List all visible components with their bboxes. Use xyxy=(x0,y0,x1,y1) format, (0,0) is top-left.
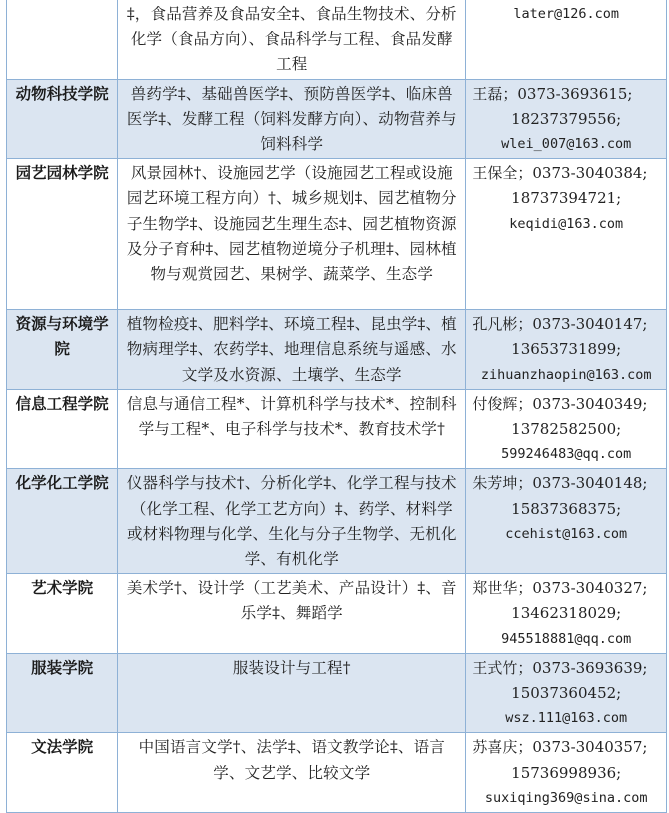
contact-info xyxy=(466,653,667,733)
contact-email[interactable]: 945518881@qq.com xyxy=(501,630,632,647)
table-row xyxy=(7,574,667,654)
table-row xyxy=(7,0,667,79)
contact-email[interactable]: ccehist@163.com xyxy=(505,525,628,542)
contact-name-phone: 朱芳坤；0373-3040148; xyxy=(472,474,648,493)
major-list: 仪器科学与技术†、分析化学‡、化学工程与技术（化学工程、化学工艺方向）‡、药学、材料学或材料物理与化学、生化与分子生物学、无机化学、有机化学 xyxy=(118,469,466,574)
major-list: 中国语言文学†、法学‡、语文教学论‡、语言学、文艺学、比较文学 xyxy=(118,733,466,813)
major-list: ‡，食品营养及食品安全‡、食品生物技术、分析化学（食品方向）、食品科学与工程、食品发酵工程 xyxy=(118,0,466,79)
table-row xyxy=(7,310,667,390)
major-list: 兽药学‡、基础兽医学‡、预防兽医学‡、临床兽医学‡、发酵工程（饲料发酵方向）、动物营养与饲料科学 xyxy=(118,79,466,159)
table-row xyxy=(7,653,667,733)
college-name: 文法学院 xyxy=(7,733,118,813)
contact-info xyxy=(466,159,667,310)
contact-name-phone: 王式竹；0373-3693639; xyxy=(472,658,648,677)
contact-email[interactable]: wlei_007@163.com xyxy=(501,136,632,153)
major-list: 风景园林†、设施园艺学（设施园艺工程或设施园艺环境工程方向）†、城乡规划‡、园艺植物分子生物学‡、设施园艺生理生态‡、园艺植物资源及分子育种‡、园艺植物逆境分子机理‡、园林植物与观赏园艺、果树学、蔬菜学、生态学 xyxy=(118,159,466,310)
major-list: 信息与通信工程*、计算机科学与技术*、控制科学与工程*、电子科学与技术*、教育技术学† xyxy=(118,389,466,469)
college-name: 化学化工学院 xyxy=(7,469,118,574)
table-row xyxy=(7,733,667,813)
contact-info xyxy=(466,310,667,390)
college-name xyxy=(7,0,118,79)
table-row xyxy=(7,469,667,574)
contact-email[interactable]: suxiqing369@sina.com xyxy=(484,789,648,806)
contact-info xyxy=(466,469,667,574)
college-name: 艺术学院 xyxy=(7,574,118,654)
contact-name-phone: 苏喜庆；0373-3040357; xyxy=(472,738,648,757)
contact-info xyxy=(466,733,667,813)
college-name: 园艺园林学院 xyxy=(7,159,118,310)
contact-name-phone: 王保全；0373-3040384; xyxy=(472,164,648,183)
college-name: 信息工程学院 xyxy=(7,389,118,469)
contact-info xyxy=(466,389,667,469)
contact-mobile: 15736998936; xyxy=(511,763,622,782)
college-name: 服装学院 xyxy=(7,653,118,733)
contact-email[interactable]: keqidi@163.com xyxy=(509,215,624,232)
contact-info xyxy=(466,79,667,159)
contact-info xyxy=(466,574,667,654)
contact-name-phone: 付俊辉；0373-3040349; xyxy=(472,394,648,413)
college-name: 动物科技学院 xyxy=(7,79,118,159)
contact-mobile: 13653731899; xyxy=(511,340,622,359)
contact-name-phone: 孔凡彬；0373-3040147; xyxy=(472,315,648,334)
contact-name-phone: 郑世华；0373-3040327; xyxy=(472,579,648,598)
contact-mobile: 13782582500; xyxy=(511,420,622,439)
contact-email[interactable]: zihuanzhaopin@163.com xyxy=(480,366,652,383)
contact-email[interactable]: later@126.com xyxy=(513,6,620,22)
contact-email[interactable]: 599246483@qq.com xyxy=(501,446,632,463)
contact-email[interactable]: wsz.111@163.com xyxy=(505,710,628,727)
contact-mobile: 15837368375; xyxy=(511,499,622,518)
college-contact-table xyxy=(6,0,667,813)
major-list: 服装设计与工程† xyxy=(118,653,466,733)
major-list: 美术学†、设计学（工艺美术、产品设计）‡、音乐学‡、舞蹈学 xyxy=(118,574,466,654)
table-row xyxy=(7,389,667,469)
contact-name-phone: 王磊；0373-3693615; xyxy=(472,84,633,103)
contact-mobile: 18237379556; xyxy=(511,109,622,128)
college-name: 资源与环境学院 xyxy=(7,310,118,390)
contact-mobile: 13462318029; xyxy=(511,604,622,623)
table-row xyxy=(7,159,667,310)
contact-mobile: 18737394721; xyxy=(511,189,622,208)
table-row xyxy=(7,79,667,159)
contact-mobile: 15037360452; xyxy=(511,684,622,703)
contact-info xyxy=(466,0,667,79)
major-list: 植物检疫‡、肥料学‡、环境工程‡、昆虫学‡、植物病理学‡、农药学‡、地理信息系统与遥感、水文学及水资源、土壤学、生态学 xyxy=(118,310,466,390)
